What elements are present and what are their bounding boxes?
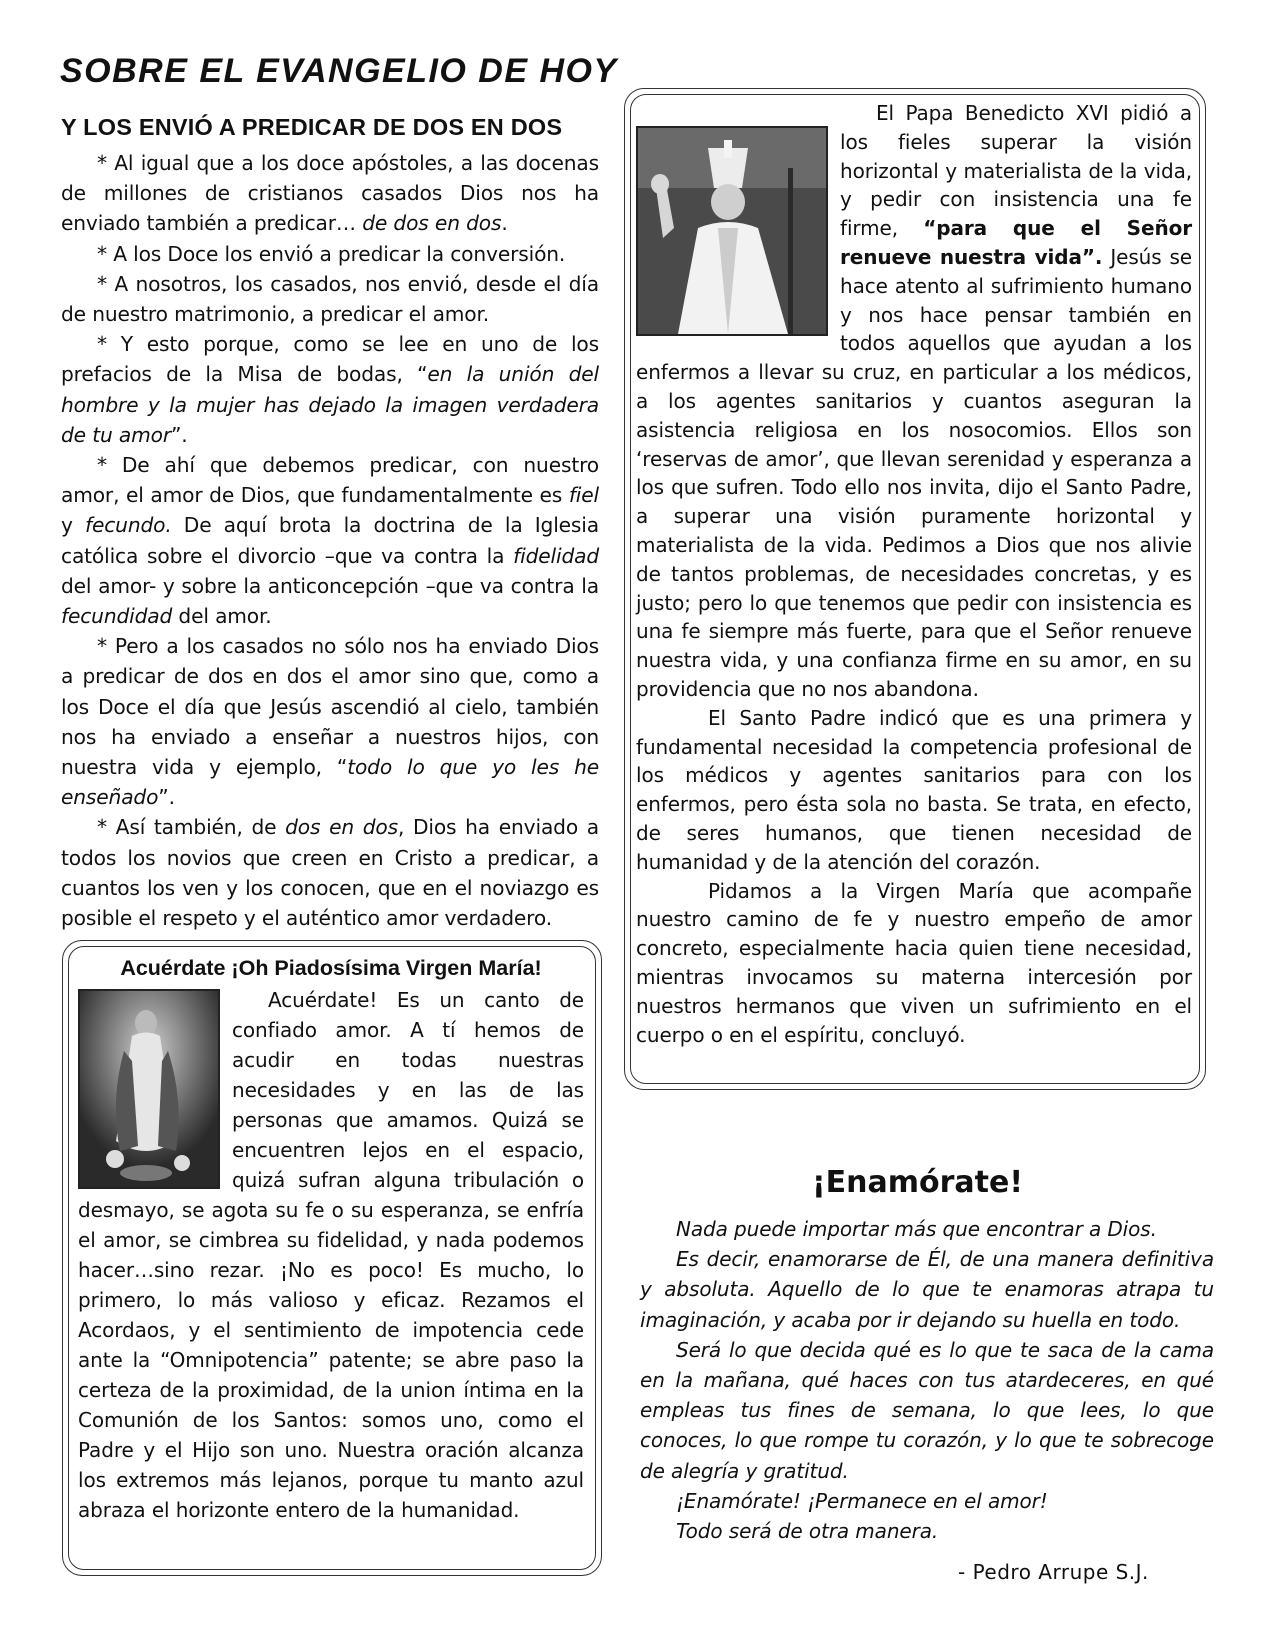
italic-run: fidelidad bbox=[513, 543, 599, 568]
page-title: SOBRE EL EVANGELIO DE HOY bbox=[60, 52, 618, 90]
text-run: Jesús se hace atento al sufrimiento humano y nos hace pensar también en todos aquellos que ayudan a los enfermos a llevar su cruz, en particular a los médicos, a los agentes sanitarios y cuantos aseguran la asistencia religiosa en los nosocomios. Ellos son ‘reservas de amor’, que llevan serenidad y esperanza a los que sufren. Todo ello nos invita, dijo el Santo Padre, a superar una visión puramente horizontal y materialista de la vida. Pedimos a Dios que nos alivie de tantos problemas, de necesidades concretas, y es justo; pero lo que tenemos que pedir con insistencia es una fe siempre más fuerte, para que el Señor renueve nuestra vida, y una confianza firme en su amor, en su providencia que no nos abandona. bbox=[636, 244, 1192, 701]
enamorate-paragraph-3: Será lo que decida qué es lo que te saca de la cama en la mañana, qué haces con tus atardeceres, en qué empleas tus fines de semana, lo que lees, lo que conoces, lo que rompe tu corazón, y lo que te sobrecoge de alegría y gratitud. bbox=[640, 1337, 1214, 1483]
text-run: ”. bbox=[158, 785, 175, 810]
enamorate-title: ¡Enamórate! bbox=[811, 1165, 1024, 1200]
virgin-mary-image bbox=[78, 989, 220, 1189]
italic-run: dos en dos bbox=[285, 815, 398, 840]
enamorate-section bbox=[640, 1214, 1214, 1546]
italic-run: fecundidad bbox=[61, 604, 173, 629]
article-paragraph-1 bbox=[61, 148, 599, 239]
text-run: De aquí brota la doctrina de la Iglesia católica sobre el divorcio –que va contra la bbox=[61, 513, 599, 568]
article-paragraph-2: * A los Doce los envió a predicar la conversión. bbox=[97, 241, 566, 266]
pope-paragraph-3: Pidamos a la Virgen María que acompañe nuestro camino de fe y nuestro empeño de amor concreto, especialmente hacia quien tiene necesidad, mientras invocamos su materna intercesión por nuestros hermanos que viven un sufrimiento en el cuerpo o en el espíritu, concluyó. bbox=[636, 878, 1192, 1047]
pope-illustration bbox=[638, 128, 826, 334]
gospel-article bbox=[61, 112, 599, 933]
italic-run: fecundo. bbox=[85, 513, 172, 538]
enamorate-paragraph-1: Nada puede importar más que encontrar a Dios. bbox=[676, 1217, 1157, 1241]
enamorate-paragraph-5: Todo será de otra manera. bbox=[676, 1519, 939, 1544]
text-run: del amor. bbox=[172, 604, 272, 629]
text-run: del amor- y sobre la anticoncepción –que va contra la bbox=[61, 573, 599, 598]
text-run: , Dios ha enviado a todos los novios que creen en Cristo a predicar, a cuantos los ven y los conocen, que en el noviazgo es posible el respeto y el auténtico amor verdadero. bbox=[61, 815, 599, 931]
article-paragraph-7 bbox=[61, 812, 599, 933]
enamorate-paragraph-4: ¡Enamórate! ¡Permanece en el amor! bbox=[676, 1488, 1048, 1513]
text-run: * Así también, de bbox=[97, 815, 286, 840]
text-run: * Y esto porque, como se lee en uno de los prefacios de la Misa de bodas, “ bbox=[61, 332, 599, 387]
author-signature: - Pedro Arrupe S.J. bbox=[958, 1560, 1149, 1584]
italic-run: en la unión del hombre y la mujer has dejado la imagen verdadera de tu amor bbox=[61, 362, 599, 447]
article-paragraph-6 bbox=[61, 631, 599, 812]
text-run: y bbox=[61, 513, 85, 538]
text-run: El Papa Benedicto XVI pidió a los fieles superar la visión horizontal y materialista de la vida, y pedir con insistencia una fe firme, bbox=[840, 101, 1192, 241]
pope-paragraph-2: El Santo Padre indicó que es una primera y fundamental necesidad la competencia profesional de los médicos y agentes sanitarios para con los enfermos, pero ésta sola no basta. Se trata, en efecto, de seres humanos, que tienen necesidad de humanidad y de la atención del corazón. bbox=[636, 705, 1192, 874]
pope-box bbox=[636, 99, 1192, 1049]
article-paragraph-4 bbox=[61, 329, 599, 450]
text-run: * Al igual que a los doce apóstoles, a las docenas de millones de cristianos casados Dios nos ha enviado también a predicar… bbox=[61, 151, 599, 236]
enamorate-paragraph-2: Es decir, enamorarse de Él, de una manera definitiva y absoluta. Aquello de lo que te enamoras atrapa tu imaginación, y acaba por ir dejando su huella en todo. bbox=[640, 1247, 1214, 1332]
virgen-box bbox=[78, 956, 584, 1525]
italic-run: todo lo que yo les he enseñado bbox=[61, 755, 600, 810]
text-run: * De ahí que debemos predicar, con nuestro amor, el amor de Dios, que fundamentalmente es bbox=[61, 453, 599, 508]
article-paragraph-5 bbox=[61, 450, 599, 631]
bold-quote: “para que el Señor renueve nuestra vida”. bbox=[840, 216, 1192, 269]
text-run: . bbox=[501, 211, 508, 236]
virgin-mary-illustration bbox=[80, 991, 218, 1187]
virgen-box-title: Acuérdate ¡Oh Piadosísima Virgen María! bbox=[120, 956, 542, 980]
article-paragraph-3: * A nosotros, los casados, nos envió, desde el día de nuestro matrimonio, a predicar el amor. bbox=[61, 271, 599, 327]
pope-benedict-photo bbox=[636, 126, 828, 336]
italic-run: fiel bbox=[568, 483, 599, 508]
text-run: ”. bbox=[170, 422, 188, 447]
virgen-box-text: Acuérdate! Es un canto de confiado amor. A tí hemos de acudir en todas nuestras necesidades y en las de las personas que amamos. Quizá se encuentren lejos en el espacio, quizá sufran alguna tribulación o desmayo, se agota su fe o su esperanza, se enfría el amor, se cimbrea su fidelidad, y nada podemos hacer…sino rezar. ¡No es poco! Es mucho, lo primero, lo más valioso y eficaz. Rezamos el Acordaos, y el sentimiento de impotencia cede ante la “Omnipotencia” patente; se abre paso la certeza de la proximidad, de la union íntima en la Comunión de los Santos: somos uno, como el Padre y el Hijo son uno. Nuestra oración alcanza los extremos más lejanos, porque tu manto azul abraza el horizonte entero de la humanidad. bbox=[78, 988, 584, 1522]
article-subtitle: Y LOS ENVIÓ A PREDICAR DE DOS EN DOS bbox=[61, 114, 563, 140]
text-run: * Pero a los casados no sólo nos ha enviado Dios a predicar de dos en dos el amor sino que, como a los Doce el día que Jesús ascendió al cielo, también nos ha enviado a enseñar a nuestros hijos, con nuestra vida y ejemplo, “ bbox=[61, 634, 599, 780]
italic-run: de dos en dos bbox=[362, 211, 502, 236]
